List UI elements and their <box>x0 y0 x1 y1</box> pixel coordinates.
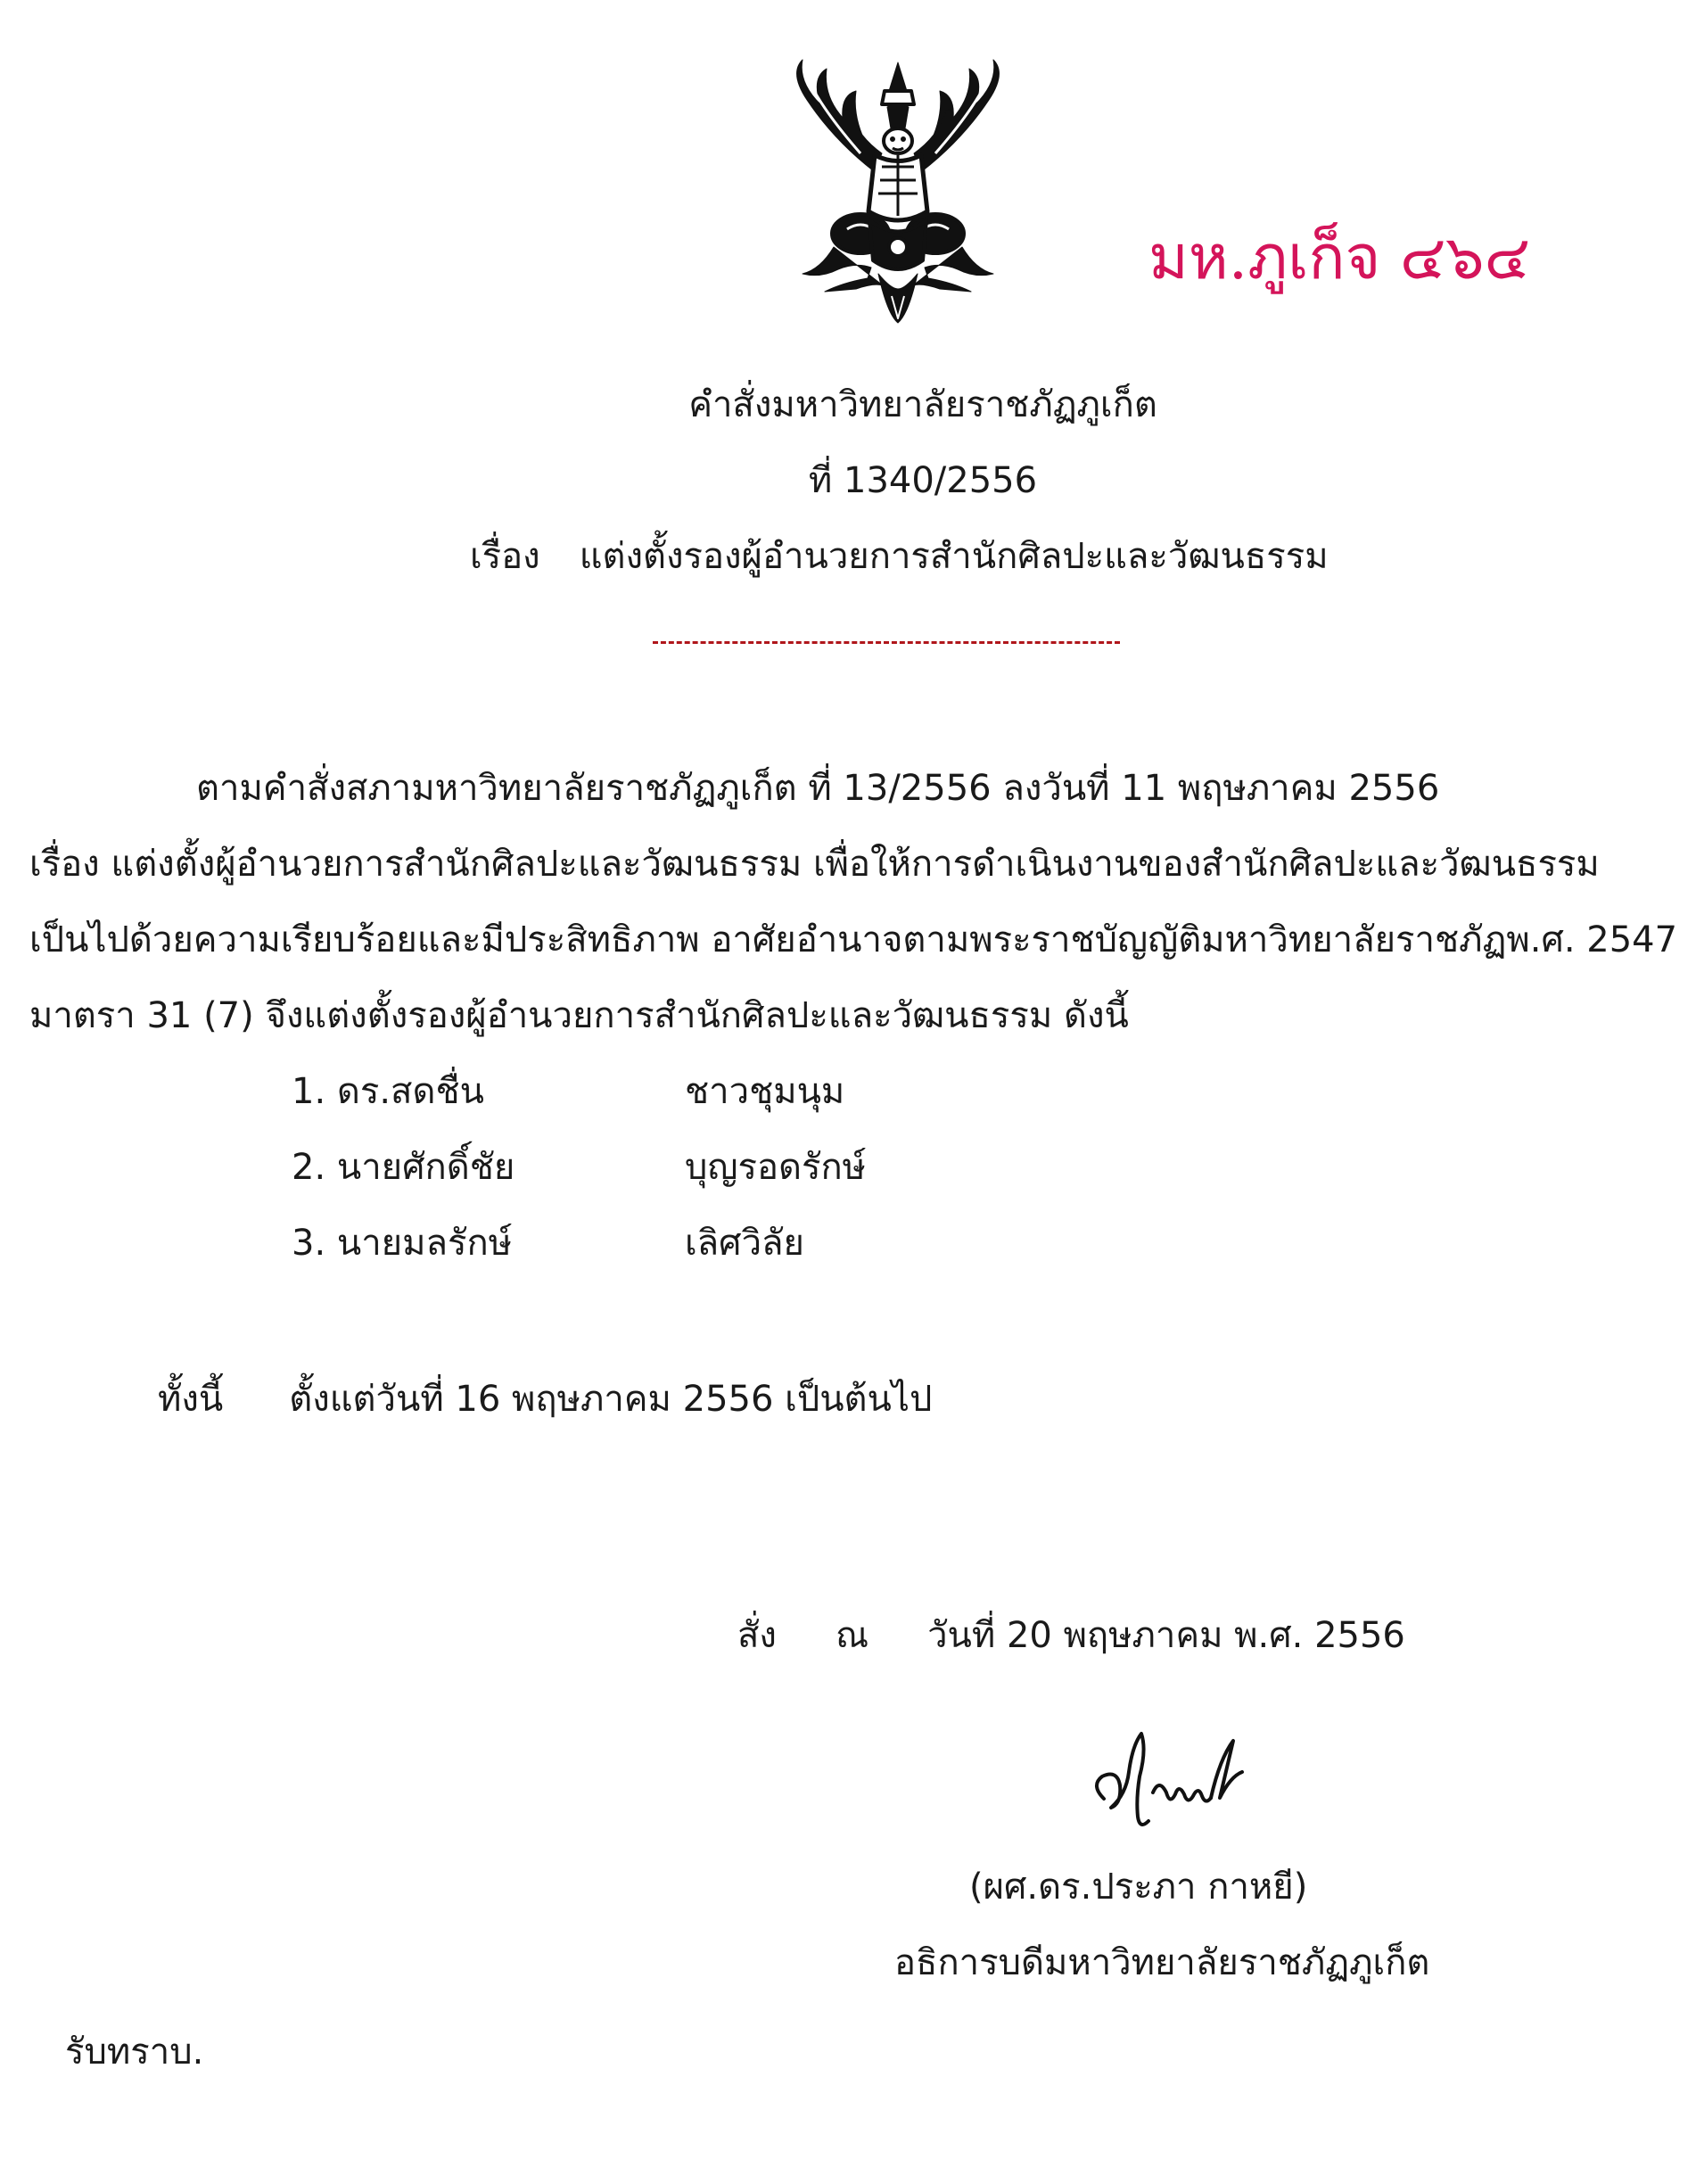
heading-divider <box>653 641 1120 644</box>
order-number: ที่ 1340/2556 <box>808 460 1038 501</box>
signer-title: อธิการบดีมหาวิทยาลัยราชภัฏภูเก็ต <box>894 1942 1430 1983</box>
subject-text: แต่งตั้งรองผู้อำนวยการสำนักศิลปะและวัฒนธรรม <box>579 536 1329 577</box>
order-subject <box>470 533 1329 580</box>
signer-name: (ผศ.ดร.ประภา กาหยี) <box>969 1867 1308 1908</box>
registration-stamp: มห.ภูเก็จ ๔๖๔ <box>1148 223 1531 293</box>
issue-date-text: วันที่ 20 พฤษภาคม พ.ศ. 2556 <box>927 1615 1405 1656</box>
body-line: เรื่อง แต่งตั้งผู้อำนวยการสำนักศิลปะและวัฒนธรรม เพื่อให้การดำเนินงานของสำนักศิลปะและวัฒนธรรม <box>29 844 1600 885</box>
appointee-given-name: 2. นายศักดิ์ชัย <box>292 1147 515 1188</box>
appointee-family-name: เลิศวิลัย <box>685 1223 804 1264</box>
effective-lead: ทั้งนี้ <box>158 1379 224 1420</box>
body-line: ตามคำสั่งสภามหาวิทยาลัยราชภัฏภูเก็ต ที่ 13/2556 ลงวันที่ 11 พฤษภาคม 2556 <box>196 768 1440 809</box>
issue-order-word: สั่ง <box>737 1615 777 1656</box>
effective-text: ตั้งแต่วันที่ 16 พฤษภาคม 2556 เป็นต้นไป <box>289 1379 933 1420</box>
appointee-given-name: 1. ดร.สดชื่น <box>292 1071 484 1112</box>
subject-label: เรื่อง <box>470 536 540 577</box>
body-line: เป็นไปด้วยความเรียบร้อยและมีประสิทธิภาพ อาศัยอำนาจตามพระราชบัญญัติมหาวิทยาลัยราชภัฏพ.ศ. 2547 <box>29 919 1678 960</box>
appointee-family-name: ชาวชุมนุม <box>685 1071 845 1112</box>
body-line: มาตรา 31 (7) จึงแต่งตั้งรองผู้อำนวยการสำนักศิลปะและวัฒนธรรม ดังนี้ <box>29 995 1129 1036</box>
acknowledgement-note: รับทราบ. <box>65 2032 204 2073</box>
order-title: คำสั่งมหาวิทยาลัยราชภัฏภูเก็ต <box>688 384 1157 425</box>
signature-icon <box>1077 1723 1255 1839</box>
effective-date <box>158 1376 932 1422</box>
issue-date <box>737 1612 1405 1659</box>
garuda-emblem-icon <box>771 55 1025 327</box>
appointee-family-name: บุญรอดรักษ์ <box>685 1147 867 1188</box>
appointee-given-name: 3. นายมลรักษ์ <box>292 1223 513 1264</box>
issue-at-word: ณ <box>835 1615 869 1656</box>
